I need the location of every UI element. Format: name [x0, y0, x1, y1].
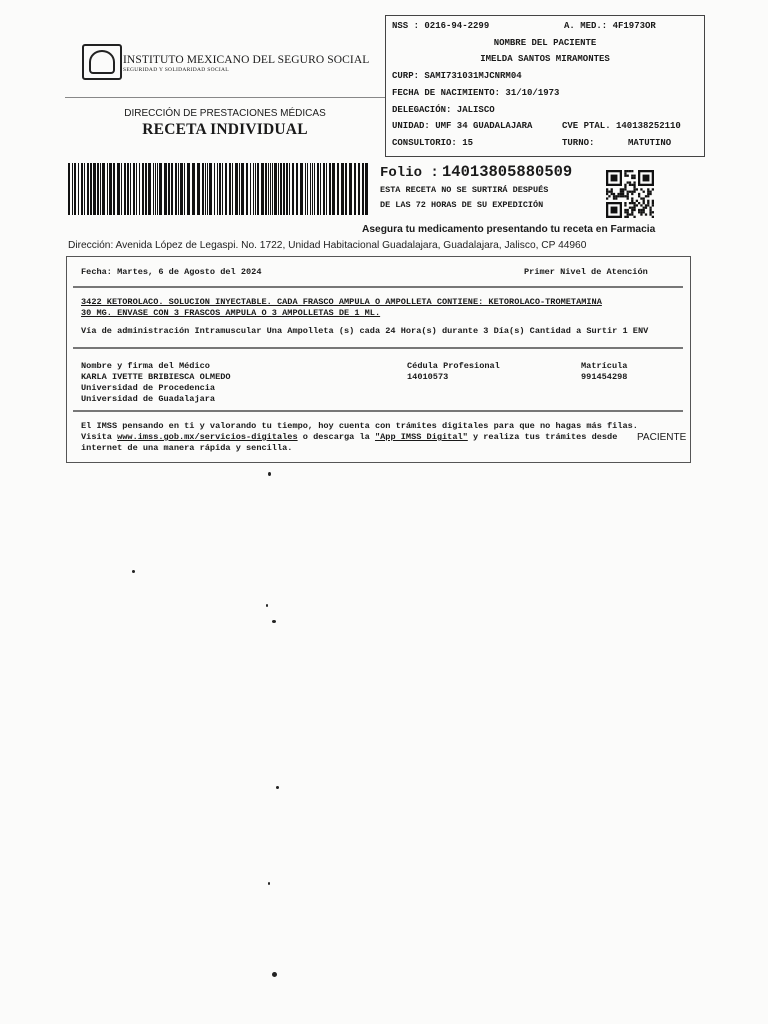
barcode-bar: [341, 163, 344, 215]
qr-module: [611, 207, 618, 214]
qr-module: [624, 195, 626, 197]
qr-module: [606, 193, 608, 195]
barcode-bar: [142, 163, 144, 215]
qr-module: [627, 197, 629, 199]
barcode-bar: [217, 163, 218, 215]
delegacion: DELEGACIÓN: JALISCO: [392, 105, 495, 115]
barcode-bar: [337, 163, 339, 215]
barcode-bar: [253, 163, 254, 215]
qr-module: [647, 200, 649, 202]
qr-module: [649, 211, 651, 213]
qr-module: [640, 197, 642, 199]
qr-module: [631, 191, 633, 193]
cedula: 14010573: [407, 372, 449, 382]
qr-module: [620, 188, 622, 190]
qr-module: [611, 193, 613, 195]
barcode-bar: [219, 163, 221, 215]
qr-module: [643, 207, 645, 209]
header-divider: [65, 97, 385, 98]
qr-module: [636, 204, 638, 206]
cve-ptal: CVE PTAL. 140138252110: [562, 121, 681, 131]
qr-module: [647, 204, 649, 206]
qr-module: [631, 200, 633, 202]
qr-module: [631, 207, 633, 209]
qr-module: [606, 197, 608, 199]
qr-module: [638, 202, 640, 204]
qr-module: [608, 195, 610, 197]
scan-speck: [268, 882, 270, 885]
qr-module: [627, 211, 629, 213]
qr-module: [611, 188, 613, 190]
barcode-bar: [329, 163, 331, 215]
barcode-bar: [358, 163, 360, 215]
qr-module: [652, 200, 654, 202]
qr-module: [647, 193, 649, 195]
barcode-bar: [78, 163, 79, 215]
barcode-bar: [349, 163, 352, 215]
qr-module: [629, 213, 631, 215]
doctor-name: KARLA IVETTE BRIBIESCA OLMEDO: [81, 372, 231, 382]
qr-module: [629, 191, 631, 193]
qr-module: [633, 188, 635, 190]
qr-module: [633, 207, 635, 209]
barcode-bar: [232, 163, 233, 215]
barcode-bar: [74, 163, 76, 215]
barcode-bar: [187, 163, 190, 215]
barcode-bar: [209, 163, 212, 215]
qr-module: [643, 209, 645, 211]
qr-module: [633, 177, 635, 179]
barcode-bar: [214, 163, 215, 215]
qr-module: [631, 211, 633, 213]
qr-module: [622, 188, 624, 190]
qr-module: [640, 213, 642, 215]
barcode-bar: [345, 163, 347, 215]
divider: [73, 286, 683, 288]
qr-module: [627, 175, 629, 177]
qr-module: [624, 175, 626, 177]
administration-instructions: Vía de administración Intramuscular Una Ampolleta (s) cada 24 Hora(s) durante 3 Día(s) Cantidad a Surtir 1 ENV: [81, 326, 649, 336]
qr-module: [640, 188, 642, 190]
matricula-label: Matrícula: [581, 361, 628, 371]
curp: CURP: SAMI731031MJCNRM04: [392, 71, 522, 81]
barcode-bar: [225, 163, 227, 215]
qr-module: [645, 213, 647, 215]
qr-module: [647, 202, 649, 204]
nss: NSS : 0216-94-2299: [392, 21, 490, 31]
qr-module: [652, 202, 654, 204]
barcode-bar: [202, 163, 204, 215]
barcode-bar: [229, 163, 231, 215]
barcode-bar: [280, 163, 282, 215]
qr-module: [652, 216, 654, 218]
document-title: RECETA INDIVIDUAL: [142, 121, 308, 138]
barcode-bar: [171, 163, 173, 215]
barcode-bar: [97, 163, 99, 215]
qr-module: [652, 204, 654, 206]
qr-module: [624, 170, 626, 172]
barcode-bar: [362, 163, 364, 215]
barcode-bar: [175, 163, 177, 215]
a-med: A. MED.: 4F1973OR: [564, 21, 656, 31]
barcode-bar: [289, 163, 290, 215]
barcode-bar: [255, 163, 256, 215]
barcode-bar: [207, 163, 208, 215]
consultorio: CONSULTORIO: 15: [392, 138, 474, 148]
barcode-bar: [323, 163, 325, 215]
barcode-bar: [307, 163, 308, 215]
qr-module: [624, 211, 626, 213]
barcode-bar: [246, 163, 248, 215]
barcode-bar: [305, 163, 306, 215]
qr-module: [643, 197, 645, 199]
qr-module: [629, 184, 631, 186]
barcode-bar: [121, 163, 122, 215]
qr-module: [631, 209, 633, 211]
qr-module: [633, 204, 635, 206]
barcode-bar: [117, 163, 120, 215]
qr-module: [620, 191, 622, 193]
qr-module: [636, 200, 638, 202]
barcode-bar: [87, 163, 89, 215]
barcode-bar: [268, 163, 269, 215]
institution-name: INSTITUTO MEXICANO DEL SEGURO SOCIAL: [123, 54, 370, 66]
barcode-bar: [100, 163, 101, 215]
scan-speck: [272, 620, 276, 623]
qr-module: [615, 195, 617, 197]
divider: [73, 410, 683, 412]
barcode-bar: [239, 163, 240, 215]
barcode-bar: [296, 163, 298, 215]
qr-module: [627, 193, 629, 195]
qr-module: [643, 191, 645, 193]
barcode-bar: [139, 163, 140, 215]
qr-module: [645, 207, 647, 209]
qr-module: [631, 213, 633, 215]
qr-module: [633, 181, 635, 183]
clinic-address: Dirección: Avenida López de Legaspi. No. 1722, Unidad Habitacional Guadalajara, Guadalajara, Jalisco, CP 44960: [68, 240, 587, 251]
qr-module: [622, 195, 624, 197]
barcode-bar: [197, 163, 200, 215]
imss-eagle-logo-icon: [82, 44, 122, 80]
qr-module: [652, 188, 654, 190]
barcode-bar: [157, 163, 158, 215]
barcode-bar: [159, 163, 162, 215]
barcode-bar: [278, 163, 279, 215]
qr-module: [649, 193, 651, 195]
qr-module: [615, 197, 617, 199]
barcode-bar: [257, 163, 259, 215]
prescription-box: [66, 256, 691, 463]
barcode-bar: [286, 163, 288, 215]
qr-module: [633, 191, 635, 193]
qr-module: [617, 195, 619, 197]
barcode-bar: [365, 163, 368, 215]
qr-module: [649, 191, 651, 193]
qr-module: [652, 211, 654, 213]
barcode-bar: [107, 163, 108, 215]
university-label: Universidad de Procedencia: [81, 383, 216, 393]
scan-speck: [272, 972, 277, 977]
university: Universidad de Guadalajara: [81, 394, 216, 404]
qr-module: [624, 186, 626, 188]
barcode-bar: [84, 163, 85, 215]
qr-module: [638, 193, 640, 195]
qr-module: [629, 202, 631, 204]
qr-module: [631, 177, 633, 179]
qr-module: [627, 213, 629, 215]
qr-module: [620, 193, 622, 195]
qr-module: [613, 197, 615, 199]
qr-module: [631, 170, 633, 172]
barcode-bar: [274, 163, 277, 215]
scan-speck: [132, 570, 135, 573]
qr-module: [643, 211, 645, 213]
qr-module: [633, 184, 635, 186]
digital-services-link[interactable]: www.imss.gob.mx/servicios-digitales: [117, 432, 298, 442]
folio-label: Folio :: [380, 165, 439, 181]
medication-line1: 3422 KETOROLACO. SOLUCION INYECTABLE. CADA FRASCO AMPULA O AMPOLLETA CONTIENE: KETOROLACO-TROMETAMINA: [81, 297, 602, 307]
qr-module: [631, 193, 633, 195]
qr-module: [633, 209, 635, 211]
barcode-bar: [320, 163, 322, 215]
barcode-bar: [270, 163, 271, 215]
barcode-bar: [155, 163, 157, 215]
patient-info-box: [385, 15, 705, 157]
qr-module: [611, 175, 618, 182]
qr-module: [631, 175, 633, 177]
expiry-notice-line1: ESTA RECETA NO SE SURTIRÁ DESPUÉS: [380, 185, 549, 195]
barcode-bar: [292, 163, 294, 215]
qr-module: [627, 170, 629, 172]
patient-name-label: NOMBRE DEL PACIENTE: [493, 38, 597, 48]
qr-module: [627, 209, 629, 211]
barcode-bar: [133, 163, 135, 215]
qr-module: [649, 207, 651, 209]
prescription-date: Fecha: Martes, 6 de Agosto del 2024: [81, 267, 262, 277]
turno-label: TURNO:: [562, 138, 595, 148]
footer-line2: Visita www.imss.gob.mx/servicios-digitales o descarga la "App IMSS Digital" y realiza tus trámites desde: [81, 432, 618, 442]
scan-speck: [266, 604, 268, 607]
folio-number: 14013805880509: [442, 163, 573, 181]
barcode-bar: [68, 163, 70, 215]
qr-module: [640, 204, 642, 206]
barcode-bar: [184, 163, 185, 215]
barcode-bar: [250, 163, 251, 215]
barcode-bar: [145, 163, 147, 215]
qr-module: [638, 211, 640, 213]
qr-module: [633, 175, 635, 177]
qr-module: [645, 195, 647, 197]
barcode: [68, 163, 370, 215]
barcode-bar: [127, 163, 129, 215]
barcode-bar: [113, 163, 115, 215]
scan-speck: [276, 786, 279, 789]
barcode-bar: [178, 163, 179, 215]
barcode-bar: [93, 163, 96, 215]
barcode-bar: [222, 163, 223, 215]
footer-line3: internet de una manera rápida y sencilla.: [81, 443, 293, 453]
fecha-nacimiento: FECHA DE NACIMIENTO: 31/10/1973: [392, 88, 560, 98]
qr-module: [629, 170, 631, 172]
qr-module: [633, 186, 635, 188]
matricula: 991454298: [581, 372, 628, 382]
qr-module: [624, 188, 626, 190]
qr-module: [631, 184, 633, 186]
barcode-bar: [310, 163, 311, 215]
qr-module: [627, 181, 629, 183]
barcode-bar: [314, 163, 315, 215]
barcode-bar: [241, 163, 244, 215]
qr-module: [611, 191, 613, 193]
barcode-bar: [326, 163, 327, 215]
qr-module: [627, 191, 629, 193]
barcode-bar: [130, 163, 131, 215]
barcode-bar: [168, 163, 170, 215]
qr-module: [617, 193, 619, 195]
barcode-bar: [81, 163, 83, 215]
barcode-bar: [317, 163, 319, 215]
barcode-bar: [136, 163, 137, 215]
footer-line1: El IMSS pensando en ti y valorando tu tiempo, hoy cuenta con trámites digitales para que no hagas más filas.: [81, 421, 638, 431]
qr-module: [633, 202, 635, 204]
barcode-bar: [272, 163, 273, 215]
qr-module: [649, 213, 651, 215]
qr-module: [643, 175, 650, 182]
divider: [73, 347, 683, 349]
qr-module: [643, 200, 645, 202]
qr-module: [640, 209, 642, 211]
barcode-bar: [265, 163, 267, 215]
medication-line2: 30 MG. ENVASE CON 3 FRASCOS AMPULA O 3 AMPOLLETAS DE 1 ML.: [81, 308, 381, 318]
barcode-bar: [192, 163, 195, 215]
qr-module: [647, 195, 649, 197]
qr-module: [624, 209, 626, 211]
qr-module: [629, 181, 631, 183]
qr-module: [649, 209, 651, 211]
qr-module: [624, 216, 626, 218]
barcode-bar: [354, 163, 356, 215]
qr-module: [638, 195, 640, 197]
qr-module: [608, 191, 610, 193]
barcode-bar: [180, 163, 183, 215]
direccion-heading: DIRECCIÓN DE PRESTACIONES MÉDICAS: [124, 108, 326, 119]
qr-module: [622, 191, 624, 193]
scan-speck: [268, 472, 271, 476]
qr-code: [606, 170, 654, 218]
qr-module: [613, 195, 615, 197]
patient-name: IMELDA SANTOS MIRAMONTES: [480, 54, 610, 64]
qr-module: [624, 202, 626, 204]
attention-level: Primer Nivel de Atención: [524, 267, 648, 277]
qr-module: [627, 195, 629, 197]
barcode-bar: [164, 163, 167, 215]
barcode-bar: [235, 163, 238, 215]
pharmacy-notice: Asegura tu medicamento presentando tu receta en Farmacia: [362, 224, 656, 235]
app-name: "App IMSS Digital": [374, 432, 468, 442]
barcode-bar: [300, 163, 303, 215]
qr-module: [633, 216, 635, 218]
barcode-bar: [72, 163, 73, 215]
qr-module: [636, 188, 638, 190]
qr-module: [622, 193, 624, 195]
barcode-bar: [124, 163, 126, 215]
qr-module: [640, 211, 642, 213]
cedula-label: Cédula Profesional: [407, 361, 500, 371]
expiry-notice-line2: DE LAS 72 HORAS DE SU EXPEDICIÓN: [380, 200, 544, 210]
barcode-bar: [312, 163, 313, 215]
qr-module: [624, 184, 626, 186]
barcode-bar: [90, 163, 92, 215]
qr-module: [631, 202, 633, 204]
qr-module: [647, 188, 649, 190]
qr-module: [606, 191, 608, 193]
doctor-name-label: Nombre y firma del Médico: [81, 361, 210, 371]
barcode-bar: [148, 163, 151, 215]
qr-module: [627, 216, 629, 218]
qr-module: [629, 207, 631, 209]
qr-module: [638, 209, 640, 211]
qr-module: [606, 188, 608, 190]
qr-module: [620, 195, 622, 197]
copy-label: PACIENTE: [637, 432, 687, 443]
barcode-bar: [102, 163, 105, 215]
institution-tagline: SEGURIDAD Y SOLIDARIDAD SOCIAL: [123, 67, 229, 73]
qr-module: [643, 202, 645, 204]
qr-module: [613, 193, 615, 195]
barcode-bar: [283, 163, 285, 215]
barcode-bar: [109, 163, 112, 215]
qr-module: [647, 191, 649, 193]
qr-module: [624, 172, 626, 174]
barcode-bar: [153, 163, 154, 215]
turno: MATUTINO: [628, 138, 672, 148]
barcode-bar: [205, 163, 206, 215]
qr-module: [631, 197, 633, 199]
barcode-bar: [332, 163, 335, 215]
barcode-bar: [261, 163, 264, 215]
unidad: UNIDAD: UMF 34 GUADALAJARA: [392, 121, 533, 131]
qr-module: [645, 204, 647, 206]
qr-module: [624, 204, 626, 206]
